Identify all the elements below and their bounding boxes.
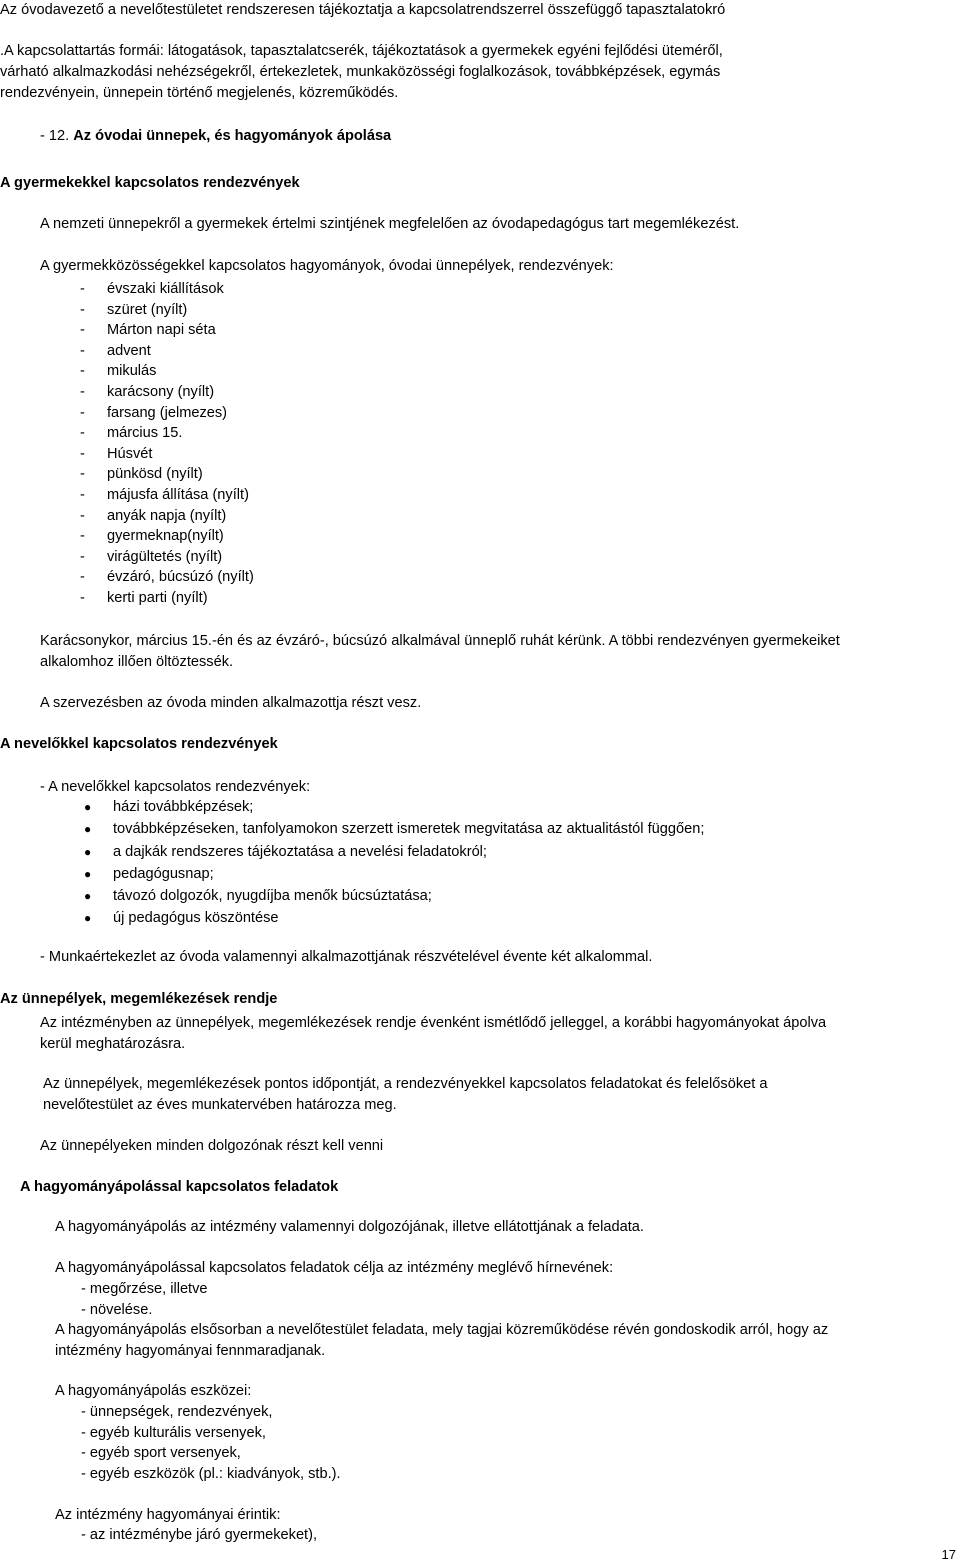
tradition-p3-line-2: intézmény hagyományai fennmaradjanak. bbox=[55, 1343, 326, 1359]
bullet-icon: ● bbox=[84, 866, 92, 881]
list-item: - szüret (nyílt) bbox=[80, 301, 188, 318]
intro-line-1: .A kapcsolattartás formái: látogatások, tapasztalatcserék, tájékoztatások a gyermekek egyéni fejlődési üteméről, bbox=[0, 43, 723, 59]
list-item: - Márton napi séta bbox=[80, 322, 216, 339]
section-12-prefix: - 12. bbox=[40, 128, 70, 144]
page-number: 17 bbox=[941, 1547, 956, 1563]
bullet-icon: ● bbox=[84, 844, 92, 859]
intro-line-2: várható alkalmazkodási nehézségekről, értekezletek, munkaközösségi foglalkozások, továbbképzések, egymás bbox=[0, 64, 721, 80]
list-item: - egyéb sport versenyek, bbox=[81, 1445, 241, 1462]
list-item: - karácsony (nyílt) bbox=[80, 383, 215, 400]
list-item: - megőrzése, illetve bbox=[81, 1281, 208, 1297]
list-item: ● új pedagógus köszöntése bbox=[84, 908, 704, 930]
tradition-goals-list bbox=[81, 1279, 208, 1320]
dress-code-line-1: Karácsonykor, március 15.-én és az évzáró-, búcsúzó alkalmával ünneplő ruhát kérünk. A többi rendezvényen gyermekeiket bbox=[40, 633, 840, 649]
list-item: - március 15. bbox=[80, 425, 183, 442]
staff-meeting-paragraph: - Munkaértekezlet az óvoda valamennyi alkalmazottjának részvételével évente két alkalommal. bbox=[40, 949, 653, 965]
list-item: - virágültetés (nyílt) bbox=[80, 548, 223, 565]
section-12-heading: Az óvodai ünnepek, és hagyományok ápolása bbox=[73, 128, 392, 144]
list-item: - gyermeknap(nyílt) bbox=[80, 528, 224, 545]
tradition-p2: A hagyományápolással kapcsolatos feladatok célja az intézmény meglévő hírnevének: bbox=[55, 1260, 614, 1276]
children-events-heading: A gyermekekkel kapcsolatos rendezvények bbox=[0, 175, 300, 191]
teacher-events-intro: - A nevelőkkel kapcsolatos rendezvények: bbox=[40, 779, 311, 795]
tradition-p1: A hagyományápolás az intézmény valamennyi dolgozójának, illetve ellátottjának a feladata. bbox=[55, 1219, 644, 1235]
bullet-icon: ● bbox=[84, 800, 92, 814]
tradition-affects-list bbox=[81, 1525, 317, 1546]
ceremonies-p1-line-1: Az intézményben az ünnepélyek, megemlékezések rendje évenként ismétlődő jelleggel, a korábbi hagyományokat ápolva bbox=[40, 1015, 827, 1031]
tradition-tools-intro: A hagyományápolás eszközei: bbox=[55, 1383, 252, 1399]
list-item: - Húsvét bbox=[80, 445, 153, 462]
list-item: - növelése. bbox=[81, 1301, 153, 1318]
list-item: - advent bbox=[80, 342, 151, 359]
events-list bbox=[80, 279, 254, 609]
list-item: - évszaki kiállítások bbox=[80, 281, 224, 297]
list-item: - egyéb eszközök (pl.: kiadványok, stb.). bbox=[81, 1465, 341, 1482]
list-item: ● a dajkák rendszeres tájékoztatása a nevelési feladatokról; bbox=[84, 842, 704, 864]
teacher-events-list bbox=[84, 797, 704, 931]
tradition-tools-list bbox=[81, 1402, 341, 1484]
tradition-affects-intro: Az intézmény hagyományai érintik: bbox=[55, 1507, 281, 1523]
ceremonies-heading: Az ünnepélyek, megemlékezések rendje bbox=[0, 991, 278, 1007]
list-item: - pünkösd (nyílt) bbox=[80, 466, 203, 483]
page-header-title: Az óvodavezető a nevelőtestületet rendszeresen tájékoztatja a kapcsolatrendszerrel összefüggő tapasztalatokró bbox=[0, 2, 726, 18]
list-item: - farsang (jelmezes) bbox=[80, 404, 228, 421]
ceremonies-p2-line-1: Az ünnepélyek, megemlékezések pontos időpontját, a rendezvényekkel kapcsolatos feladatokat és felelősöket a bbox=[43, 1076, 768, 1092]
bullet-icon: ● bbox=[84, 911, 92, 926]
organization-paragraph: A szervezésben az óvoda minden alkalmazottja részt vesz. bbox=[40, 695, 422, 711]
list-item: - egyéb kulturális versenyek, bbox=[81, 1424, 266, 1441]
list-item: ● pedagógusnap; bbox=[84, 864, 704, 886]
list-item: - anyák napja (nyílt) bbox=[80, 507, 227, 524]
dress-code-line-2: alkalomhoz illően öltöztessék. bbox=[40, 654, 234, 670]
traditions-intro-paragraph: A gyermekközösségekkel kapcsolatos hagyományok, óvodai ünnepélyek, rendezvények: bbox=[40, 258, 614, 274]
intro-line-3: rendezvényein, ünnepein történő megjelenés, közreműködés. bbox=[0, 85, 399, 101]
list-item: ● távozó dolgozók, nyugdíjba menők búcsúztatása; bbox=[84, 886, 704, 908]
ceremonies-p3: Az ünnepélyeken minden dolgozónak részt kell venni bbox=[40, 1138, 384, 1154]
list-item: - az intézménybe járó gyermekeket), bbox=[81, 1527, 318, 1543]
list-item: ● továbbképzéseken, tanfolyamokon szerzett ismeretek megvitatása az aktualitástól függően; bbox=[84, 819, 704, 841]
tradition-heading: A hagyományápolással kapcsolatos feladatok bbox=[20, 1179, 339, 1195]
bullet-icon: ● bbox=[84, 822, 92, 837]
bullet-icon: ● bbox=[84, 889, 92, 904]
list-item: - kerti parti (nyílt) bbox=[80, 589, 208, 606]
list-item: ● házi továbbképzések; bbox=[84, 797, 704, 819]
list-item: - májusfa állítása (nyílt) bbox=[80, 486, 249, 503]
ceremonies-p2-line-2: nevelőtestület az éves munkatervében határozza meg. bbox=[43, 1097, 397, 1113]
list-item: - mikulás bbox=[80, 363, 157, 380]
list-item: - ünnepségek, rendezvények, bbox=[81, 1404, 273, 1420]
ceremonies-p1-line-2: kerül meghatározásra. bbox=[40, 1036, 186, 1052]
national-holidays-paragraph: A nemzeti ünnepekről a gyermekek értelmi szintjének megfelelően az óvodapedagógus tart megemlékezést. bbox=[40, 216, 740, 232]
list-item: - évzáró, búcsúzó (nyílt) bbox=[80, 569, 254, 586]
tradition-p3-line-1: A hagyományápolás elsősorban a nevelőtestület feladata, mely tagjai közreműködése révén gondoskodik arról, hogy az bbox=[55, 1322, 829, 1338]
teacher-events-heading: A nevelőkkel kapcsolatos rendezvények bbox=[0, 736, 278, 752]
section-12-title bbox=[40, 126, 391, 147]
